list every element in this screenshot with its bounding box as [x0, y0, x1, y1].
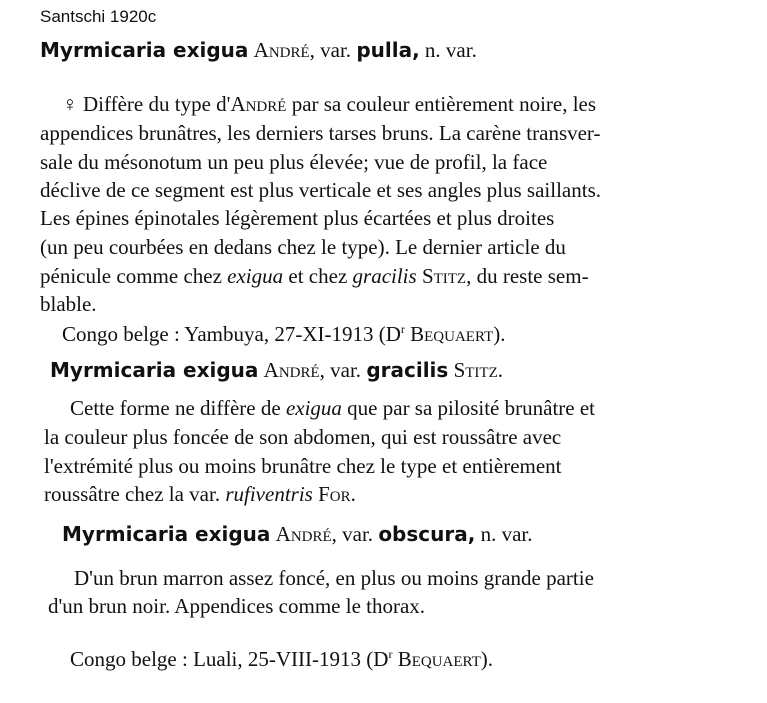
paragraph-line	[62, 92, 596, 117]
female-symbol-icon: ♀	[62, 92, 78, 116]
taxon-name: Myrmicaria exigua	[50, 358, 259, 382]
paragraph-line: sale du mésonotum un peu plus élevée; vue de profil, la face	[40, 150, 548, 174]
paragraph-line: appendices brunâtres, les derniers tarses bruns. La carène transver-	[40, 121, 601, 145]
paragraph-line: D'un brun marron assez foncé, en plus ou moins grande partie	[74, 566, 594, 590]
text-run: ).	[480, 647, 494, 671]
heading-obscura	[62, 522, 532, 547]
locality-line	[70, 647, 493, 672]
paragraph-line: (un peu courbées en dedans chez le type). Le dernier article du	[40, 235, 566, 259]
text-run: ).	[493, 322, 506, 346]
var-prefix: var.	[330, 358, 362, 382]
collector-name: Bequaert	[404, 322, 494, 346]
locality-line	[62, 322, 506, 347]
taxon-author: Stitz.	[453, 358, 503, 382]
paragraph-line	[44, 482, 356, 507]
text-run: par sa couleur entièrement noire, les	[286, 92, 597, 116]
new-var-label: n. var.	[480, 522, 533, 546]
paragraph-line: l'extrémité plus ou moins brunâtre chez le type et entièrement	[44, 454, 562, 478]
var-prefix: var.	[320, 38, 352, 62]
taxon-name: Myrmicaria exigua	[62, 522, 271, 546]
var-name: pulla,	[356, 38, 420, 62]
var-name: obscura,	[378, 522, 476, 546]
species-name: rufiventris	[225, 482, 313, 506]
new-var-label: n. var.	[424, 38, 477, 62]
citation-label: Santschi 1920c	[40, 7, 157, 26]
author-name: For.	[312, 482, 356, 506]
heading-pulla	[40, 38, 477, 63]
taxon-author: André,	[253, 38, 315, 62]
species-name: exigua	[227, 264, 284, 288]
text-run: pénicule comme chez	[40, 264, 228, 288]
taxon-name: Myrmicaria exigua	[40, 38, 249, 62]
paragraph-line: déclive de ce segment est plus verticale et ses angles plus saillants.	[40, 178, 601, 202]
text-run: Congo belge : Yambuya, 27-XI-1913 (D	[62, 322, 401, 346]
paragraph-line: d'un brun noir. Appendices comme le thorax.	[48, 594, 426, 618]
species-name: gracilis	[352, 264, 417, 288]
species-name: exigua	[285, 396, 342, 420]
taxon-author: André,	[263, 358, 325, 382]
text-run: que par sa pilosité brunâtre et	[341, 396, 595, 420]
author-name: André	[230, 92, 287, 116]
text-run: Diffère du type d'	[83, 92, 231, 116]
text-run: roussâtre chez la var.	[44, 482, 226, 506]
collector-name: Bequaert	[392, 647, 481, 671]
paragraph-line: Les épines épinotales légèrement plus écartées et plus droites	[40, 206, 555, 230]
text-run: Cette forme ne diffère de	[70, 396, 286, 420]
taxon-author: André,	[275, 522, 337, 546]
superscript: r	[400, 322, 405, 336]
paragraph-line	[70, 396, 595, 421]
var-prefix: var.	[342, 522, 374, 546]
text-run: et chez	[283, 264, 353, 288]
superscript: r	[388, 647, 393, 661]
heading-gracilis	[50, 358, 503, 383]
paragraph-line: blable.	[40, 292, 97, 316]
author-name: Stitz,	[421, 264, 472, 288]
text-run: du reste sem-	[471, 264, 589, 288]
paragraph-line	[40, 264, 589, 289]
text-run: Congo belge : Luali, 25-VIII-1913 (D	[70, 647, 389, 671]
var-name: gracilis	[366, 358, 449, 382]
paragraph-line: la couleur plus foncée de son abdomen, qui est roussâtre avec	[44, 425, 562, 449]
